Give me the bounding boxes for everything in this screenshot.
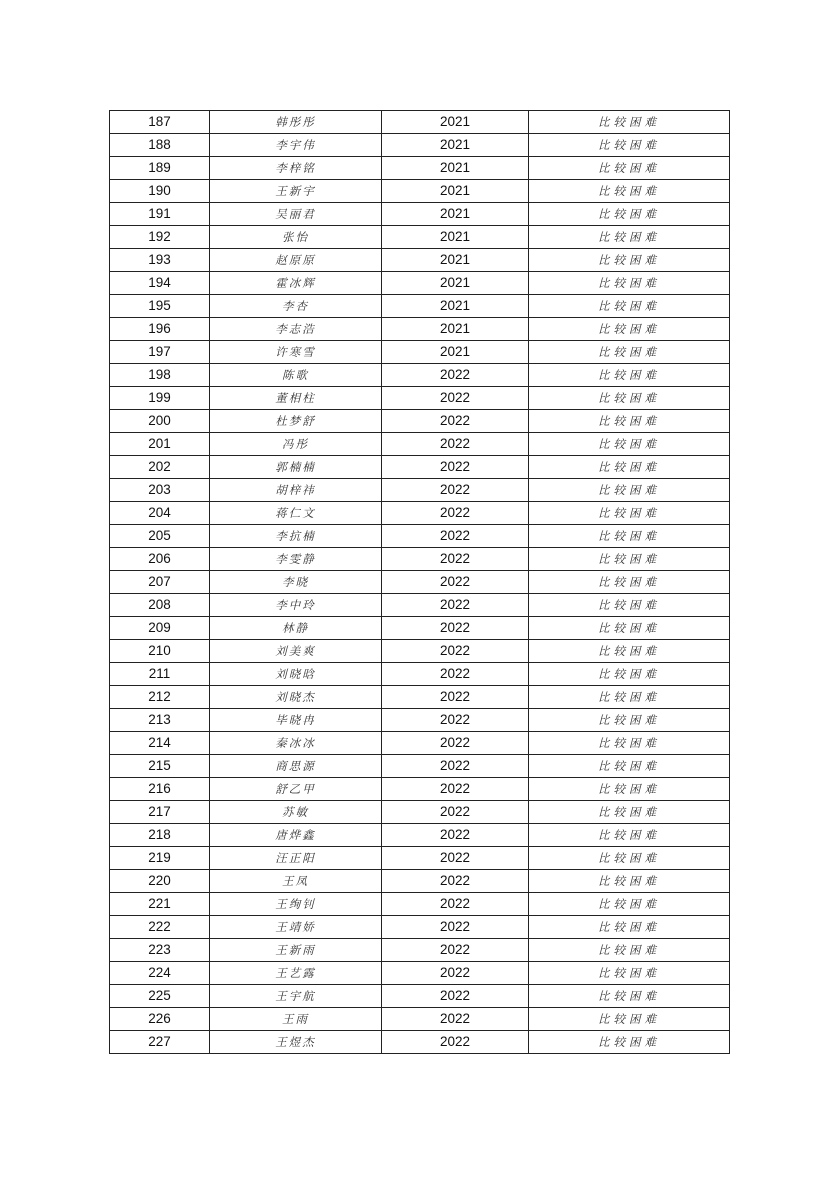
table-body: [110, 111, 730, 1054]
status-cell: 比较困难: [529, 847, 730, 870]
student-name-cell: 秦冰冰: [210, 732, 382, 755]
table-row: [110, 893, 730, 916]
student-name-cell: 陈歌: [210, 364, 382, 387]
student-name-cell: 杜梦舒: [210, 410, 382, 433]
year-cell: 2021: [382, 249, 529, 272]
status-cell: 比较困难: [529, 801, 730, 824]
status-cell: 比较困难: [529, 755, 730, 778]
table-row: [110, 870, 730, 893]
year-cell: 2022: [382, 502, 529, 525]
student-name-cell: 张怡: [210, 226, 382, 249]
row-number-cell: 227: [110, 1031, 210, 1054]
table-row: [110, 157, 730, 180]
row-number-cell: 216: [110, 778, 210, 801]
table-row: [110, 801, 730, 824]
student-name-cell: 刘晓晗: [210, 663, 382, 686]
year-cell: 2022: [382, 778, 529, 801]
status-cell: 比较困难: [529, 180, 730, 203]
row-number-cell: 193: [110, 249, 210, 272]
table-row: [110, 640, 730, 663]
status-cell: 比较困难: [529, 640, 730, 663]
year-cell: 2022: [382, 548, 529, 571]
student-name-cell: 唐烨鑫: [210, 824, 382, 847]
status-cell: 比较困难: [529, 226, 730, 249]
status-cell: 比较困难: [529, 617, 730, 640]
year-cell: 2022: [382, 387, 529, 410]
year-cell: 2022: [382, 525, 529, 548]
student-name-cell: 王新雨: [210, 939, 382, 962]
row-number-cell: 207: [110, 571, 210, 594]
student-name-cell: 冯彤: [210, 433, 382, 456]
student-table: [109, 110, 730, 1054]
student-name-cell: 李晓: [210, 571, 382, 594]
year-cell: 2022: [382, 410, 529, 433]
year-cell: 2021: [382, 111, 529, 134]
row-number-cell: 215: [110, 755, 210, 778]
status-cell: 比较困难: [529, 341, 730, 364]
row-number-cell: 196: [110, 318, 210, 341]
student-name-cell: 王艺露: [210, 962, 382, 985]
table-row: [110, 502, 730, 525]
table-row: [110, 663, 730, 686]
status-cell: 比较困难: [529, 1008, 730, 1031]
status-cell: 比较困难: [529, 249, 730, 272]
year-cell: 2022: [382, 617, 529, 640]
year-cell: 2022: [382, 847, 529, 870]
year-cell: 2022: [382, 1008, 529, 1031]
row-number-cell: 212: [110, 686, 210, 709]
row-number-cell: 206: [110, 548, 210, 571]
status-cell: 比较困难: [529, 387, 730, 410]
student-name-cell: 赵原原: [210, 249, 382, 272]
status-cell: 比较困难: [529, 709, 730, 732]
status-cell: 比较困难: [529, 433, 730, 456]
year-cell: 2022: [382, 916, 529, 939]
student-name-cell: 毕晓冉: [210, 709, 382, 732]
year-cell: 2022: [382, 594, 529, 617]
status-cell: 比较困难: [529, 893, 730, 916]
row-number-cell: 220: [110, 870, 210, 893]
student-name-cell: 刘美爽: [210, 640, 382, 663]
student-name-cell: 苏敏: [210, 801, 382, 824]
row-number-cell: 190: [110, 180, 210, 203]
student-name-cell: 王凤: [210, 870, 382, 893]
table-row: [110, 755, 730, 778]
status-cell: 比较困难: [529, 525, 730, 548]
row-number-cell: 225: [110, 985, 210, 1008]
table-row: [110, 525, 730, 548]
row-number-cell: 222: [110, 916, 210, 939]
status-cell: 比较困难: [529, 157, 730, 180]
row-number-cell: 187: [110, 111, 210, 134]
year-cell: 2022: [382, 732, 529, 755]
status-cell: 比较困难: [529, 272, 730, 295]
student-name-cell: 舒乙甲: [210, 778, 382, 801]
student-name-cell: 李杏: [210, 295, 382, 318]
row-number-cell: 189: [110, 157, 210, 180]
year-cell: 2022: [382, 962, 529, 985]
row-number-cell: 204: [110, 502, 210, 525]
table-row: [110, 272, 730, 295]
status-cell: 比较困难: [529, 824, 730, 847]
year-cell: 2022: [382, 456, 529, 479]
row-number-cell: 192: [110, 226, 210, 249]
table-row: [110, 686, 730, 709]
year-cell: 2021: [382, 295, 529, 318]
status-cell: 比较困难: [529, 663, 730, 686]
year-cell: 2022: [382, 686, 529, 709]
table-row: [110, 134, 730, 157]
status-cell: 比较困难: [529, 594, 730, 617]
student-name-cell: 李梓铭: [210, 157, 382, 180]
table-row: [110, 410, 730, 433]
row-number-cell: 199: [110, 387, 210, 410]
status-cell: 比较困难: [529, 939, 730, 962]
status-cell: 比较困难: [529, 410, 730, 433]
student-name-cell: 王绚钊: [210, 893, 382, 916]
year-cell: 2022: [382, 939, 529, 962]
status-cell: 比较困难: [529, 364, 730, 387]
student-name-cell: 胡梓祎: [210, 479, 382, 502]
year-cell: 2022: [382, 801, 529, 824]
table-row: [110, 709, 730, 732]
table-row: [110, 364, 730, 387]
year-cell: 2022: [382, 1031, 529, 1054]
row-number-cell: 202: [110, 456, 210, 479]
row-number-cell: 195: [110, 295, 210, 318]
row-number-cell: 203: [110, 479, 210, 502]
table-row: [110, 778, 730, 801]
table-row: [110, 985, 730, 1008]
student-name-cell: 李志浩: [210, 318, 382, 341]
year-cell: 2021: [382, 157, 529, 180]
year-cell: 2021: [382, 272, 529, 295]
year-cell: 2021: [382, 341, 529, 364]
table-row: [110, 1031, 730, 1054]
table-row: [110, 456, 730, 479]
table-row: [110, 387, 730, 410]
status-cell: 比较困难: [529, 962, 730, 985]
table-row: [110, 203, 730, 226]
table-row: [110, 341, 730, 364]
table-row: [110, 479, 730, 502]
status-cell: 比较困难: [529, 1031, 730, 1054]
status-cell: 比较困难: [529, 571, 730, 594]
year-cell: 2022: [382, 870, 529, 893]
table-row: [110, 594, 730, 617]
row-number-cell: 208: [110, 594, 210, 617]
student-name-cell: 蒋仁文: [210, 502, 382, 525]
row-number-cell: 224: [110, 962, 210, 985]
status-cell: 比较困难: [529, 111, 730, 134]
row-number-cell: 218: [110, 824, 210, 847]
table-row: [110, 571, 730, 594]
student-name-cell: 王煜杰: [210, 1031, 382, 1054]
year-cell: 2021: [382, 318, 529, 341]
student-name-cell: 王新宇: [210, 180, 382, 203]
status-cell: 比较困难: [529, 502, 730, 525]
table-row: [110, 180, 730, 203]
status-cell: 比较困难: [529, 985, 730, 1008]
student-name-cell: 韩彤彤: [210, 111, 382, 134]
row-number-cell: 214: [110, 732, 210, 755]
table-row: [110, 318, 730, 341]
year-cell: 2022: [382, 755, 529, 778]
year-cell: 2022: [382, 824, 529, 847]
student-name-cell: 李抗楠: [210, 525, 382, 548]
status-cell: 比较困难: [529, 456, 730, 479]
table-row: [110, 732, 730, 755]
row-number-cell: 194: [110, 272, 210, 295]
status-cell: 比较困难: [529, 548, 730, 571]
row-number-cell: 200: [110, 410, 210, 433]
row-number-cell: 209: [110, 617, 210, 640]
table-row: [110, 939, 730, 962]
student-name-cell: 吴丽君: [210, 203, 382, 226]
row-number-cell: 217: [110, 801, 210, 824]
status-cell: 比较困难: [529, 778, 730, 801]
year-cell: 2022: [382, 893, 529, 916]
row-number-cell: 201: [110, 433, 210, 456]
year-cell: 2021: [382, 226, 529, 249]
status-cell: 比较困难: [529, 870, 730, 893]
row-number-cell: 213: [110, 709, 210, 732]
student-name-cell: 刘晓杰: [210, 686, 382, 709]
year-cell: 2021: [382, 203, 529, 226]
status-cell: 比较困难: [529, 203, 730, 226]
row-number-cell: 226: [110, 1008, 210, 1031]
status-cell: 比较困难: [529, 318, 730, 341]
year-cell: 2021: [382, 134, 529, 157]
table-row: [110, 433, 730, 456]
student-name-cell: 林静: [210, 617, 382, 640]
status-cell: 比较困难: [529, 295, 730, 318]
row-number-cell: 210: [110, 640, 210, 663]
year-cell: 2022: [382, 571, 529, 594]
student-name-cell: 郭楠楠: [210, 456, 382, 479]
table-row: [110, 111, 730, 134]
row-number-cell: 197: [110, 341, 210, 364]
year-cell: 2022: [382, 433, 529, 456]
student-name-cell: 王靖娇: [210, 916, 382, 939]
table-row: [110, 847, 730, 870]
student-name-cell: 李宇伟: [210, 134, 382, 157]
row-number-cell: 188: [110, 134, 210, 157]
row-number-cell: 205: [110, 525, 210, 548]
status-cell: 比较困难: [529, 686, 730, 709]
row-number-cell: 223: [110, 939, 210, 962]
row-number-cell: 219: [110, 847, 210, 870]
table-row: [110, 226, 730, 249]
year-cell: 2022: [382, 640, 529, 663]
student-name-cell: 王雨: [210, 1008, 382, 1031]
status-cell: 比较困难: [529, 134, 730, 157]
year-cell: 2022: [382, 364, 529, 387]
table-row: [110, 1008, 730, 1031]
student-name-cell: 李雯静: [210, 548, 382, 571]
student-name-cell: 商思源: [210, 755, 382, 778]
status-cell: 比较困难: [529, 732, 730, 755]
student-name-cell: 汪正阳: [210, 847, 382, 870]
status-cell: 比较困难: [529, 916, 730, 939]
row-number-cell: 221: [110, 893, 210, 916]
status-cell: 比较困难: [529, 479, 730, 502]
student-name-cell: 王宇航: [210, 985, 382, 1008]
table-row: [110, 824, 730, 847]
document-page: [109, 110, 729, 1054]
table-row: [110, 916, 730, 939]
row-number-cell: 211: [110, 663, 210, 686]
student-name-cell: 霍冰辉: [210, 272, 382, 295]
year-cell: 2022: [382, 709, 529, 732]
table-row: [110, 962, 730, 985]
table-row: [110, 617, 730, 640]
table-row: [110, 249, 730, 272]
row-number-cell: 191: [110, 203, 210, 226]
year-cell: 2022: [382, 663, 529, 686]
year-cell: 2021: [382, 180, 529, 203]
table-row: [110, 295, 730, 318]
table-row: [110, 548, 730, 571]
row-number-cell: 198: [110, 364, 210, 387]
student-name-cell: 董相柱: [210, 387, 382, 410]
student-name-cell: 许寒雪: [210, 341, 382, 364]
student-name-cell: 李中玲: [210, 594, 382, 617]
year-cell: 2022: [382, 479, 529, 502]
year-cell: 2022: [382, 985, 529, 1008]
